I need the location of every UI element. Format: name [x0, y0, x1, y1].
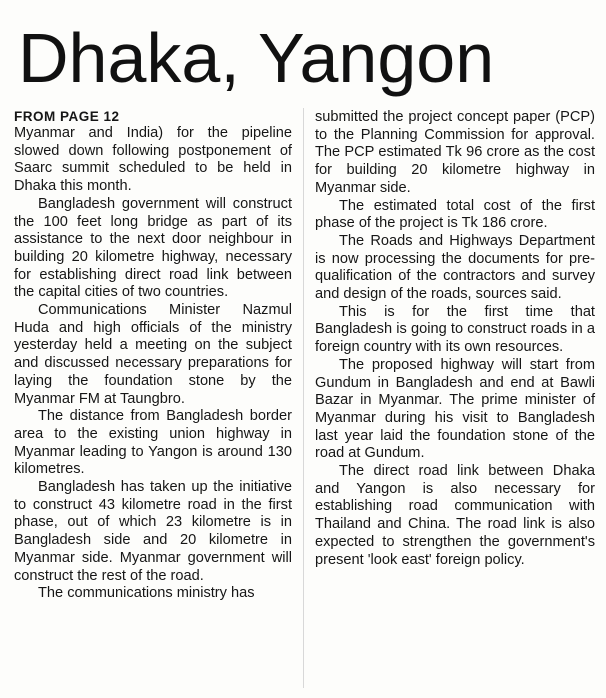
paragraph: The estimated total cost of the first phase of the project is Tk 186 crore. — [315, 197, 595, 232]
paragraph: The communications ministry has — [38, 585, 255, 602]
headline: Dhaka, Yangon — [18, 19, 495, 97]
paragraph: The direct road link between Dhaka and Yangon is also necessary for establishing road communication with Thailand and China. The road link is also expected to strengthen the government's present 'look east' foreign policy. — [315, 463, 595, 568]
paragraph: submitted the project concept paper (PCP) to the Planning Commission for approval. The PCP estimated Tk 96 crore as the cost for building 20 kilometre highway in Myanmar side. — [315, 109, 595, 196]
continuation-kicker: FROM PAGE 12 — [14, 109, 120, 124]
paragraph: Bangladesh has taken up the initiative to construct 43 kilometre road in the first phase, out of which 23 kilometre is in Bangladesh side and 20 kilometre in Myanmar side. Myanmar government will construct the rest of the road. — [14, 479, 292, 584]
paragraph: The proposed highway will start from Gundum in Bangladesh and end at Bawli Bazar in Myanmar. The prime minister of Myanmar during his visit to Bangladesh last year laid the foundation stone of the road at Gundum. — [315, 356, 595, 462]
paragraph: Bangladesh government will construct the 100 feet long bridge as part of its assistance to the next door neighbour in building 20 kilometre highway, necessary for establishing direct road link between the capital cities of two countries. — [14, 195, 292, 301]
paragraph: The distance from Bangladesh border area to the existing union highway in Myanmar leading to Yangon is around 130 kilometres. — [14, 408, 292, 478]
paragraph: This is for the first time that Bangladesh is going to construct roads in a foreign country with its own resources. — [315, 303, 595, 356]
paragraph: Myanmar and India) for the pipeline slowed down following postponement of Saarc summit scheduled to be held in Dhaka this month. — [14, 125, 292, 195]
paragraph: The Roads and Highways Department is now processing the documents for pre-qualification of the contractors and survey and design of the roads, sources said. — [315, 232, 595, 303]
column-divider — [303, 108, 304, 688]
article-column-left — [14, 108, 292, 603]
paragraph: Communications Minister Nazmul Huda and high officials of the ministry yesterday held a meeting on the subject and discussed necessary preparations for laying the foundation stone by the Myanmar FM at Taungbro. — [14, 302, 292, 407]
article-column-right — [315, 109, 595, 569]
